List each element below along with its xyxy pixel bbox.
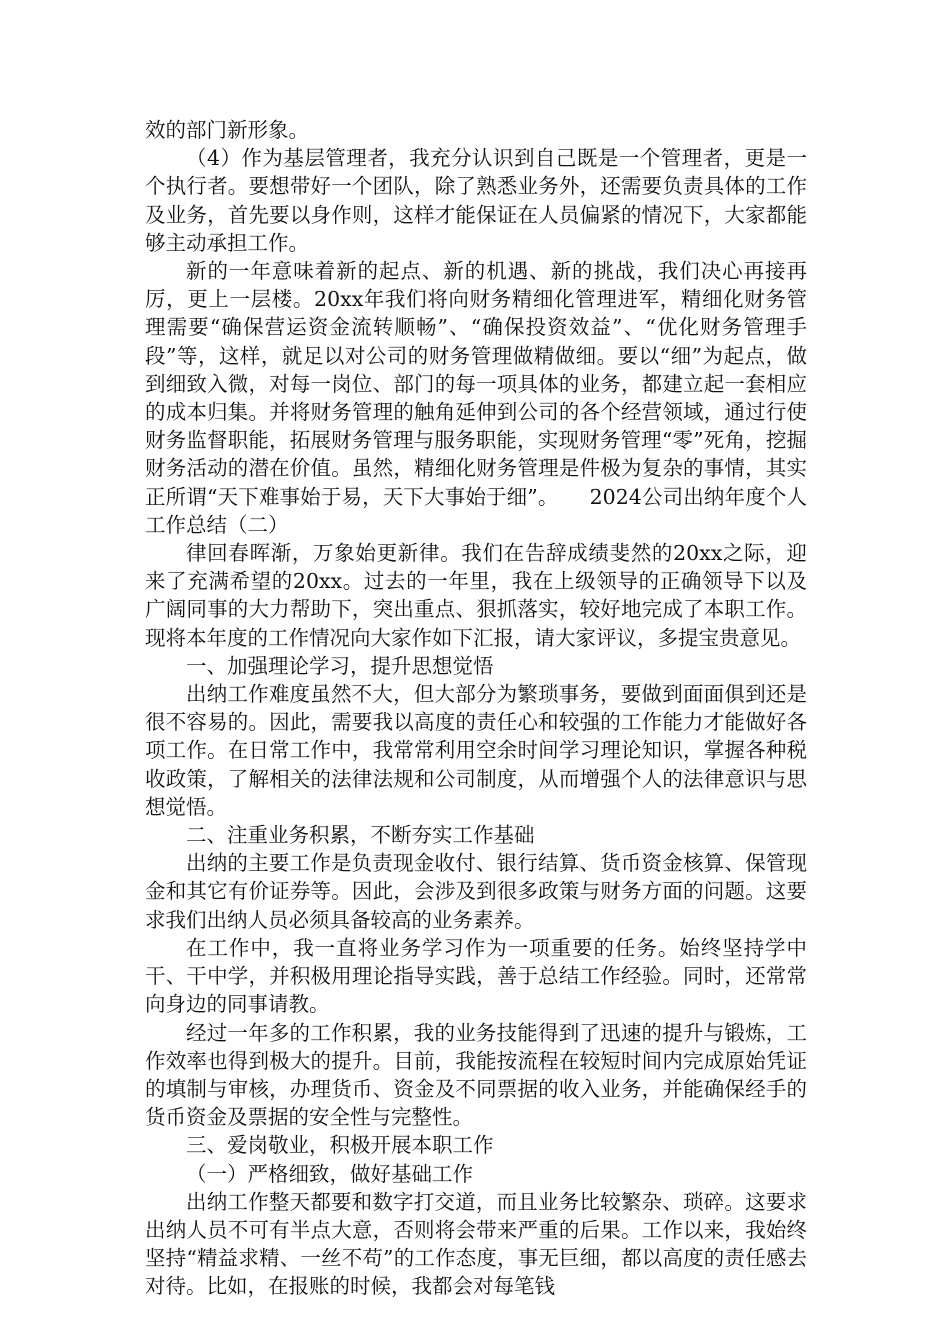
- section-heading-business: 二、注重业务积累，不断夯实工作基础: [186, 823, 535, 848]
- paragraph-new-year-plan: 新的一年意味着新的起点、新的机遇、新的挑战，我们决心再接再厉，更上一层楼。20xx年我们将向财务精细化管理进军，精细化财务管理需要“确保营运资金流转顺畅”、“确保投资效益”、“优化财务管理手段”等，这样，就足以对公司的财务管理做精做细。要以“细”为起点，做到细致入微，对每一岗位、部门的每一项具体的业务，都建立起一套相应的成本归集。并将财务管理的触角延伸到公司的各个经营领域，通过行使财务监督职能，拓展财务管理与服务职能，实现财务管理“零”死角，挖掘财务活动的潜在价值。虽然，精细化财务管理是件极为复杂的事情，其实正所谓“天下难事始于易，天下大事始于细”。 2024公司出纳年度个人工作总结（二）: [145, 259, 807, 537]
- paragraph-skills: 经过一年多的工作积累，我的业务技能得到了迅速的提升与锻炼，工作效率也得到极大的提升。目前，我能按流程在较短时间内完成原始凭证的填制与审核，办理货币、资金及不同票据的收入业务，并能确保经手的货币资金及票据的安全性与完整性。: [145, 1020, 807, 1130]
- subsection-heading-basics: （一）严格细致，做好基础工作: [186, 1161, 473, 1186]
- paragraph-cashier-duties: 出纳的主要工作是负责现金收付、银行结算、货币资金核算、保管现金和其它有价证券等。因此，会涉及到很多政策与财务方面的问题。这要求我们出纳人员必须具备较高的业务素养。: [145, 851, 807, 932]
- paragraph-intro: 律回春晖渐，万象始更新律。我们在告辞成绩斐然的20xx之际，迎来了充满希望的20xx。过去的一年里，我在上级领导的正确领导下以及广阔同事的大力帮助下，突出重点、狠抓落实，较好地完成了本职工作。现将本年度的工作情况向大家作如下汇报，请大家评议，多提宝贵意见。: [145, 541, 807, 650]
- paragraph-continuation: 效的部门新形象。: [145, 118, 309, 142]
- paragraph-careful-work: 出纳工作整天都要和数字打交道，而且业务比较繁杂、琐碎。这要求出纳人员不可有半点大意，否则将会带来严重的后果。工作以来，我始终坚持“精益求精、一丝不苟”的工作态度，事无巨细，都以高度的责任感去对待。比如，在报账的时候，我都会对每笔钱: [145, 1189, 807, 1299]
- paragraph-manager-role: （4）作为基层管理者，我充分认识到自己既是一个管理者，更是一个执行者。要想带好一个团队，除了熟悉业务外，还需要负责具体的工作及业务，首先要以身作则，这样才能保证在人员偏紧的情况下，大家都能够主动承担工作。: [145, 146, 807, 255]
- paragraph-theory: 出纳工作难度虽然不大，但大部分为繁琐事务，要做到面面俱到还是很不容易的。因此，需要我以高度的责任心和较强的工作能力才能做好各项工作。在日常工作中，我常常利用空余时间学习理论知识，掌握各种税收政策，了解相关的法律法规和公司制度，从而增强个人的法律意识与思想觉悟。: [145, 682, 807, 819]
- section-heading-dedication: 三、爱岗敬业，积极开展本职工作: [186, 1133, 494, 1158]
- section-heading-theory: 一、加强理论学习，提升思想觉悟: [186, 653, 494, 678]
- document-page: [145, 116, 807, 1301]
- paragraph-learning: 在工作中，我一直将业务学习作为一项重要的任务。始终坚持学中干、干中学，并积极用理论指导实践，善于总结工作经验。同时，还常常向身边的同事请教。: [145, 935, 807, 1017]
